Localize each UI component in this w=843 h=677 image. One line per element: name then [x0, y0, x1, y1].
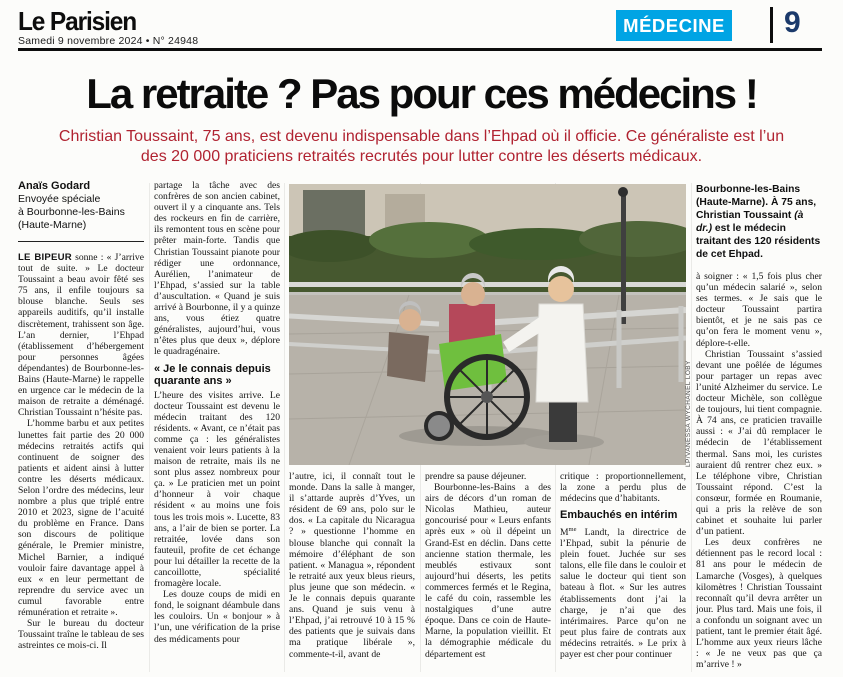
article-paragraph: prendre sa pause déjeuner. — [425, 471, 527, 482]
inline-subhead-quote: « Je le connais depuis quarante ans » — [154, 362, 271, 387]
masthead-rule — [18, 48, 822, 51]
page-number: 9 — [784, 6, 801, 39]
byline-place: à Bourbonne-les-Bains — [18, 206, 125, 218]
inline-subhead-interim: Embauchés en intérim — [560, 509, 678, 522]
article-standfirst: Christian Toussaint, 75 ans, est devenu indispensable dans l’Ehpad où il officie. Ce généraliste est l’un des 20 000 praticiens retraités recrutés pour lutter contre les déserts médicaux. — [58, 128, 785, 165]
article-paragraph: Les deux confrères ne détiennent pas le record local : 81 ans pour le médecin de Lamarche (Vosges), à quelques kilomètres ! Christian Toussaint reconnaît qu’il devra arrêter un jour. Plus tard. Mais une fois, il a confondu un soignant avec un patient, tant le premier était âgé. L’homme aux yeux rieurs lâche : « Je ne veux pas que ça m’arrive ! » — [696, 537, 822, 671]
caption-text: est le médecin traitant des 120 résidents de cet Ehpad. — [696, 223, 821, 260]
byline-rule — [18, 241, 144, 242]
article-paragraph: critique : proportionnellement, la zone a perdu plus de médecins que d’habitants. — [560, 471, 686, 505]
paragraph-text: Landt, la directrice de l’Ehpad, subit la pénurie de plein fouet. Juchée sur ses talons, elle file dans le couloir et salue le docteur qui tient son bateau à flot. « Sur les autres établissements dont j’ai la charge, je n’ai que des intérimaires. Parce qu’on ne peut plus faire de contrats aux médecins retraités. » Le prix à payer est cher pour continuer — [560, 526, 686, 660]
photo-credit: LP/VANESSA WYCHANEL LOBY — [685, 360, 692, 467]
column-3 — [289, 471, 415, 677]
byline-author: Anaïs Godard — [18, 180, 91, 192]
article-paragraph: L’heure des visites arrive. Le docteur Toussaint est devenu le médecin traitant des 120 résidents. « Avant, ce n’était pas comme ça : les généralistes venaient voir leurs patients à la maison de retraite, mais ils ne sont plus assez nombreux pour ça. » Le praticien met un point d’honneur à voir chaque résident « au moins une fois tous les trois mois ». Lucette, 83 ans, a l’air de bien se porter. La retraitée, lovée dans son fauteuil, profite de cet échange pour lui détailler la recette de la cancoillotte, spécialité fromagère locale. — [154, 389, 280, 590]
article-photo — [289, 184, 686, 465]
article-paragraph: Sur le bureau du docteur Toussaint traîne le tableau de ses astreintes ce mois-ci. Il — [18, 618, 144, 652]
article-paragraph: l’autre, ici, il connaît tout le monde. Dans la salle à manger, il s’attarde auprès d’Yves, un résident de 69 ans, polo sur le dos. « La capitale du Nicaragua ? » questionne l’homme en blouse blanche qui connaît la mémoire d’éléphant de son patient. « Managua », répondent le retraité aux yeux bleus rieurs, plus jeune que son médecin. « Je le connais depuis quarante ans. Quand je suis venu à l’Ehpad, j’ai retrouvé 10 à 15 % des patients que je suivais dans ma pratique libérale », commente-t-il, avant de — [289, 471, 415, 660]
article-paragraph: Bourbonne-les-Bains a des airs de décors d’un roman de Nicolas Mathieu, auteur goncourisé pour « Leurs enfants après eux » où il dépeint un Grand-Est en déclin. Dans cette ancienne station thermale, les meublés estivaux sont aujourd’hui déserts, les petits commerces fermés et le Regina, le café du coin, rassemble les nostalgiques d’une autre époque. Dans ce coin de Haute-Marne, la population vieillit. Et la démographie médicale du département est — [425, 482, 551, 660]
article-paragraph: L’homme barbu et aux petites lunettes fait partie des 20 000 médecins retraités actifs qui continuent de soigner des patients et aident ainsi à lutter contre les déserts médicaux. Selon l’ordre des médecins, leur nombre a plus que triplé entre 2010 et 2023, signe de l’acuité du problème en France. Dans son discours de politique générale, le Premier ministre, Michel Barnier, a indiqué vouloir faire davantage appel à eux « en leur permettant de reprendre du service avec un cumul favorable entre rémunération et retraite ». — [18, 418, 144, 618]
column-5 — [560, 471, 686, 677]
photo-caption — [696, 183, 822, 261]
article-paragraph — [560, 524, 686, 660]
paragraph-text: sonne : « J’arrive tout de suite. » Le docteur Toussaint a beau avoir fêté ses 75 ans, il enfile toujours sa blouse blanche. Seuls ses appareils auditifs, qu’il installe discrètement, trahissent son âge. L’an dernier, l’Ehpad (établissement d’hébergement pour personnes âgées dépendantes) de Bourbonne-les-Bains (Haute-Marne) le rappelle en urgence car le médecin de la maison de retraite a déménagé. Christian Toussaint n’hésite pas. — [18, 252, 144, 419]
section-banner: MÉDECINE — [616, 10, 732, 41]
article-paragraph: Les douze coups de midi en fond, le soignant déambule dans les couloirs. Un « bonjour » à l’un, une vérification de la prise des médicaments pour — [154, 589, 280, 645]
article-headline: La retraite ? Pas pour ces médecins ! — [86, 70, 757, 117]
column-4 — [425, 471, 551, 677]
lead-in: LE BIPEUR — [18, 252, 72, 263]
article-photo-illustration — [289, 184, 686, 465]
byline-place: (Haute-Marne) — [18, 219, 87, 231]
byline — [18, 180, 144, 232]
masthead-logo: Le Parisien — [18, 6, 137, 36]
caption-text: Bourbonne-les-Bains (Haute-Marne). À 75 ans, Christian Toussaint — [696, 184, 817, 221]
article-paragraph: partage la tâche avec des confrères de son ancien cabinet, ouvert il y a cinquante ans. Tels des rockeurs en fin de carrière, ils remontent tous en scène pour prêter main-forte. Tandis que Christian Toussaint pianote pour rédiger une ordonnance, Aurélien, l’animateur de l’Ehpad, s’assied sur la table d’auscultation. « Quand je suis arrivé à Bourbonne, il y a quinze ans, vous étiez quatre généralistes, aujourd’hui, vous n’êtes plus que deux », déplore le quadragénaire. — [154, 180, 280, 358]
column-separator — [149, 183, 150, 672]
column-2 — [154, 180, 280, 677]
superscript: me — [568, 525, 577, 533]
masthead-dateline: Samedi 9 novembre 2024 • N° 24948 — [18, 35, 199, 47]
article-paragraph — [18, 252, 144, 418]
column-6 — [696, 180, 822, 677]
paragraph-text: M — [560, 526, 569, 538]
article-paragraph: Christian Toussaint s’assied devant une poêlée de légumes pour partager un repas avec l’unité Alzheimer du service. Le docteur Michèle, son collègue de toujours, lui tient compagnie. À 74 ans, ce praticien travaille aussi : « J’ai dû remplacer le médecin de l’établissement thermal. Sans moi, les curistes auraient dû rentrer chez eux. » Le téléphone vibre, Christian Toussaint répond. C’est la consœur, formée en Roumanie, qui a pris la relève de son cabinet et souhaite lui parler d’un patient. — [696, 348, 822, 538]
caption-credit-note: (à dr.) — [696, 210, 804, 234]
column-separator — [284, 183, 285, 672]
page-number-divider — [770, 7, 773, 43]
byline-role: Envoyée spéciale — [18, 193, 101, 205]
column-1 — [18, 180, 144, 677]
article-paragraph: à soigner : « 1,5 fois plus cher qu’un médecin salarié », selon ses termes. « Je sais que le docteur Toussaint partira bientôt, et je ne sais pas ce qu’on fera le moment venu », déplore-t-elle. — [696, 271, 822, 349]
